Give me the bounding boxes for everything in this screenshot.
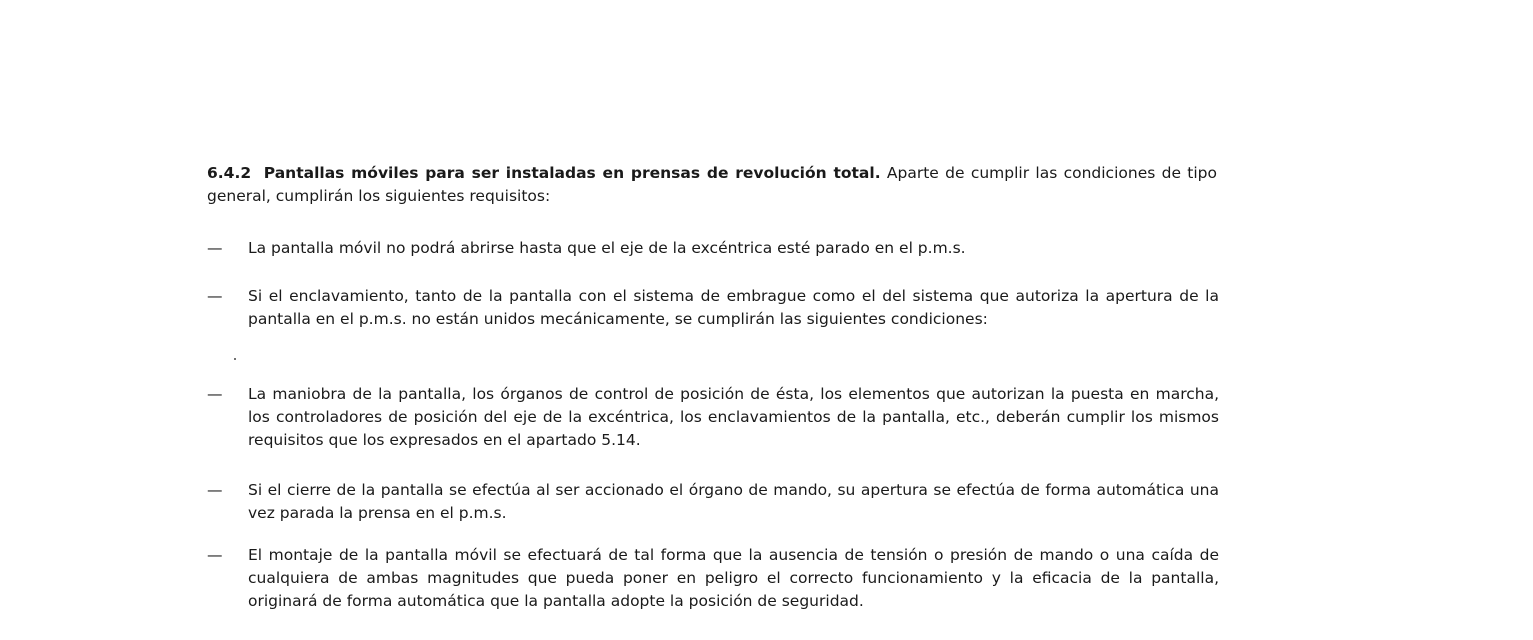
list-item-text: La pantalla móvil no podrá abrirse hasta que el eje de la excéntrica esté parado en el p.m.s. xyxy=(248,239,966,257)
list-item xyxy=(207,544,1219,613)
section-heading-paragraph xyxy=(207,162,1217,208)
list-bullet: — xyxy=(207,546,223,564)
list-item xyxy=(207,479,1219,525)
section-title: Pantallas móviles para ser instaladas en prensas de revolución total. xyxy=(263,164,881,182)
list-item-text: El montaje de la pantalla móvil se efectuará de tal forma que la ausencia de tensión o presión de mando o una caída de cualquiera de ambas magnitudes que pueda poner en peligro el correcto funcionamiento y la eficacia de la pantalla, originará de forma automática que la pantalla adopte la posición de seguridad. xyxy=(248,546,1219,610)
list-bullet: — xyxy=(207,239,223,257)
list-item xyxy=(207,383,1219,452)
section-intro: Aparte de cumplir las condiciones de tipo general, cumplirán los siguientes requisitos: xyxy=(207,164,1217,205)
list-item-text: La maniobra de la pantalla, los órganos de control de posición de ésta, los elementos que autorizan la puesta en marcha, los controladores de posición del eje de la excéntrica, los enclavamientos de la pantalla, etc., deberán cumplir los mismos requisitos que los expresados en el apartado 5.14. xyxy=(248,385,1219,449)
list-item xyxy=(207,237,1219,260)
list-item-text: Si el cierre de la pantalla se efectúa al ser accionado el órgano de mando, su apertura se efectúa de forma automática una vez parada la prensa en el p.m.s. xyxy=(248,481,1219,522)
stray-mark xyxy=(234,358,236,360)
list-item-text: Si el enclavamiento, tanto de la pantalla con el sistema de embrague como el del sistema que autoriza la apertura de la pantalla en el p.m.s. no están unidos mecánicamente, se cumplirán las siguientes condiciones: xyxy=(248,287,1219,328)
list-item xyxy=(207,285,1219,331)
list-bullet: — xyxy=(207,287,223,305)
list-bullet: — xyxy=(207,481,223,499)
section-number: 6.4.2 xyxy=(207,164,252,182)
list-bullet: — xyxy=(207,385,223,403)
